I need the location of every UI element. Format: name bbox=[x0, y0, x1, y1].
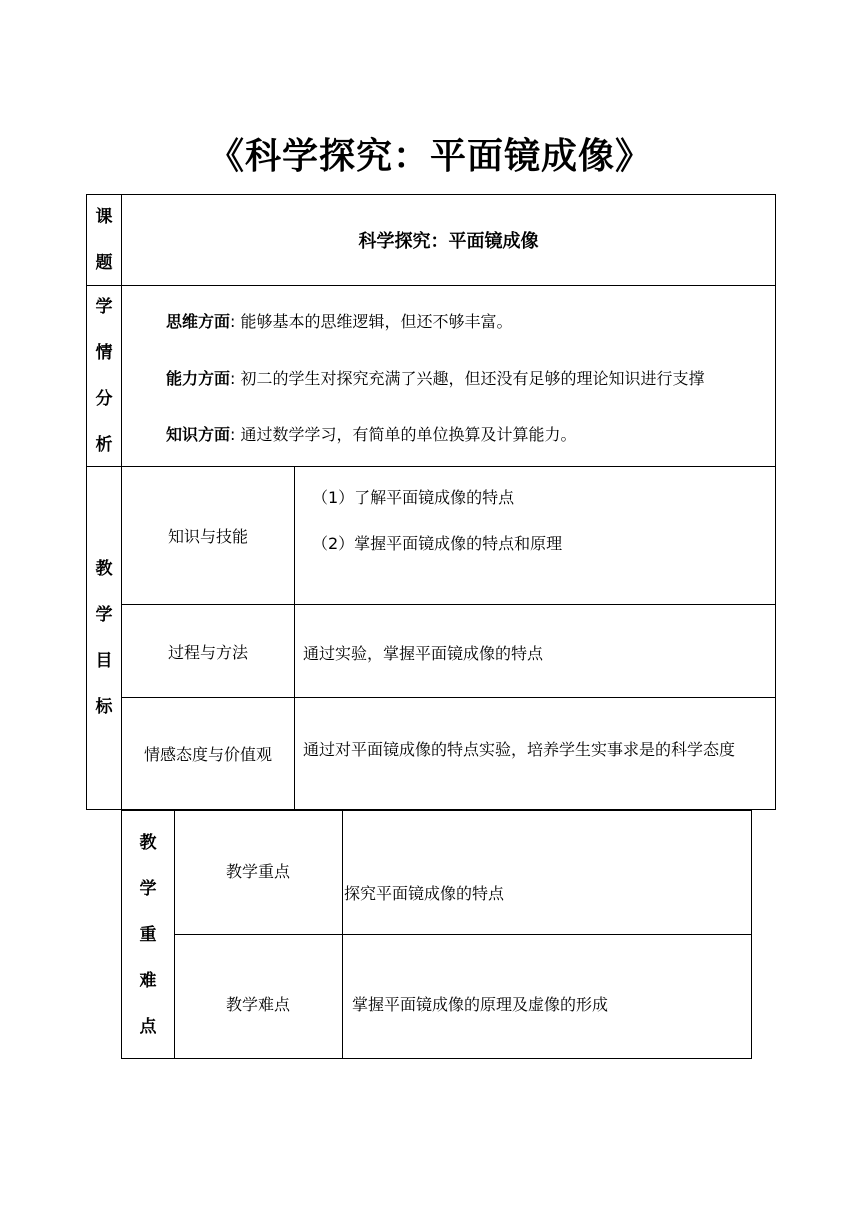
student-analysis-label: 学 情 分 析 bbox=[95, 297, 113, 455]
goal-name-emotion-values: 情感态度与价值观 bbox=[143, 745, 272, 764]
analysis-item-ability: 能力方面: 初二的学生对探究充满了兴趣，但还没有足够的理论知识进行支撑 bbox=[166, 369, 705, 388]
goal-name-knowledge-skill: 知识与技能 bbox=[167, 527, 248, 546]
difficult-point-text: 掌握平面镜成像的原理及虚像的形成 bbox=[352, 995, 609, 1014]
topic-value: 科学探究：平面镜成像 bbox=[358, 231, 539, 252]
difficult-point-name: 教学难点 bbox=[226, 995, 291, 1014]
analysis-item-knowledge: 知识方面: 通过数学学习，有简单的单位换算及计算能力。 bbox=[166, 425, 577, 444]
teaching-goals-label: 教 学 目 标 bbox=[95, 559, 113, 717]
topic-label: 课 题 bbox=[95, 207, 113, 273]
goal-knowledge-line-2: （2）掌握平面镜成像的特点和原理 bbox=[312, 534, 563, 553]
goal-knowledge-line-1: （1）了解平面镜成像的特点 bbox=[312, 488, 515, 507]
goal-name-process-method: 过程与方法 bbox=[167, 642, 248, 662]
key-difficult-points-label: 教 学 重 难 点 bbox=[139, 832, 157, 1037]
goal-process-text: 通过实验，掌握平面镜成像的特点 bbox=[303, 644, 544, 663]
analysis-item-thinking: 思维方面: 能够基本的思维逻辑，但还不够丰富。 bbox=[166, 312, 513, 331]
document-title: 《科学探究：平面镜成像》 bbox=[207, 136, 652, 177]
key-point-text: 探究平面镜成像的特点 bbox=[344, 884, 505, 903]
goal-emotion-text: 通过对平面镜成像的特点实验，培养学生实事求是的科学态度 bbox=[303, 740, 736, 759]
key-point-name: 教学重点 bbox=[226, 862, 291, 881]
